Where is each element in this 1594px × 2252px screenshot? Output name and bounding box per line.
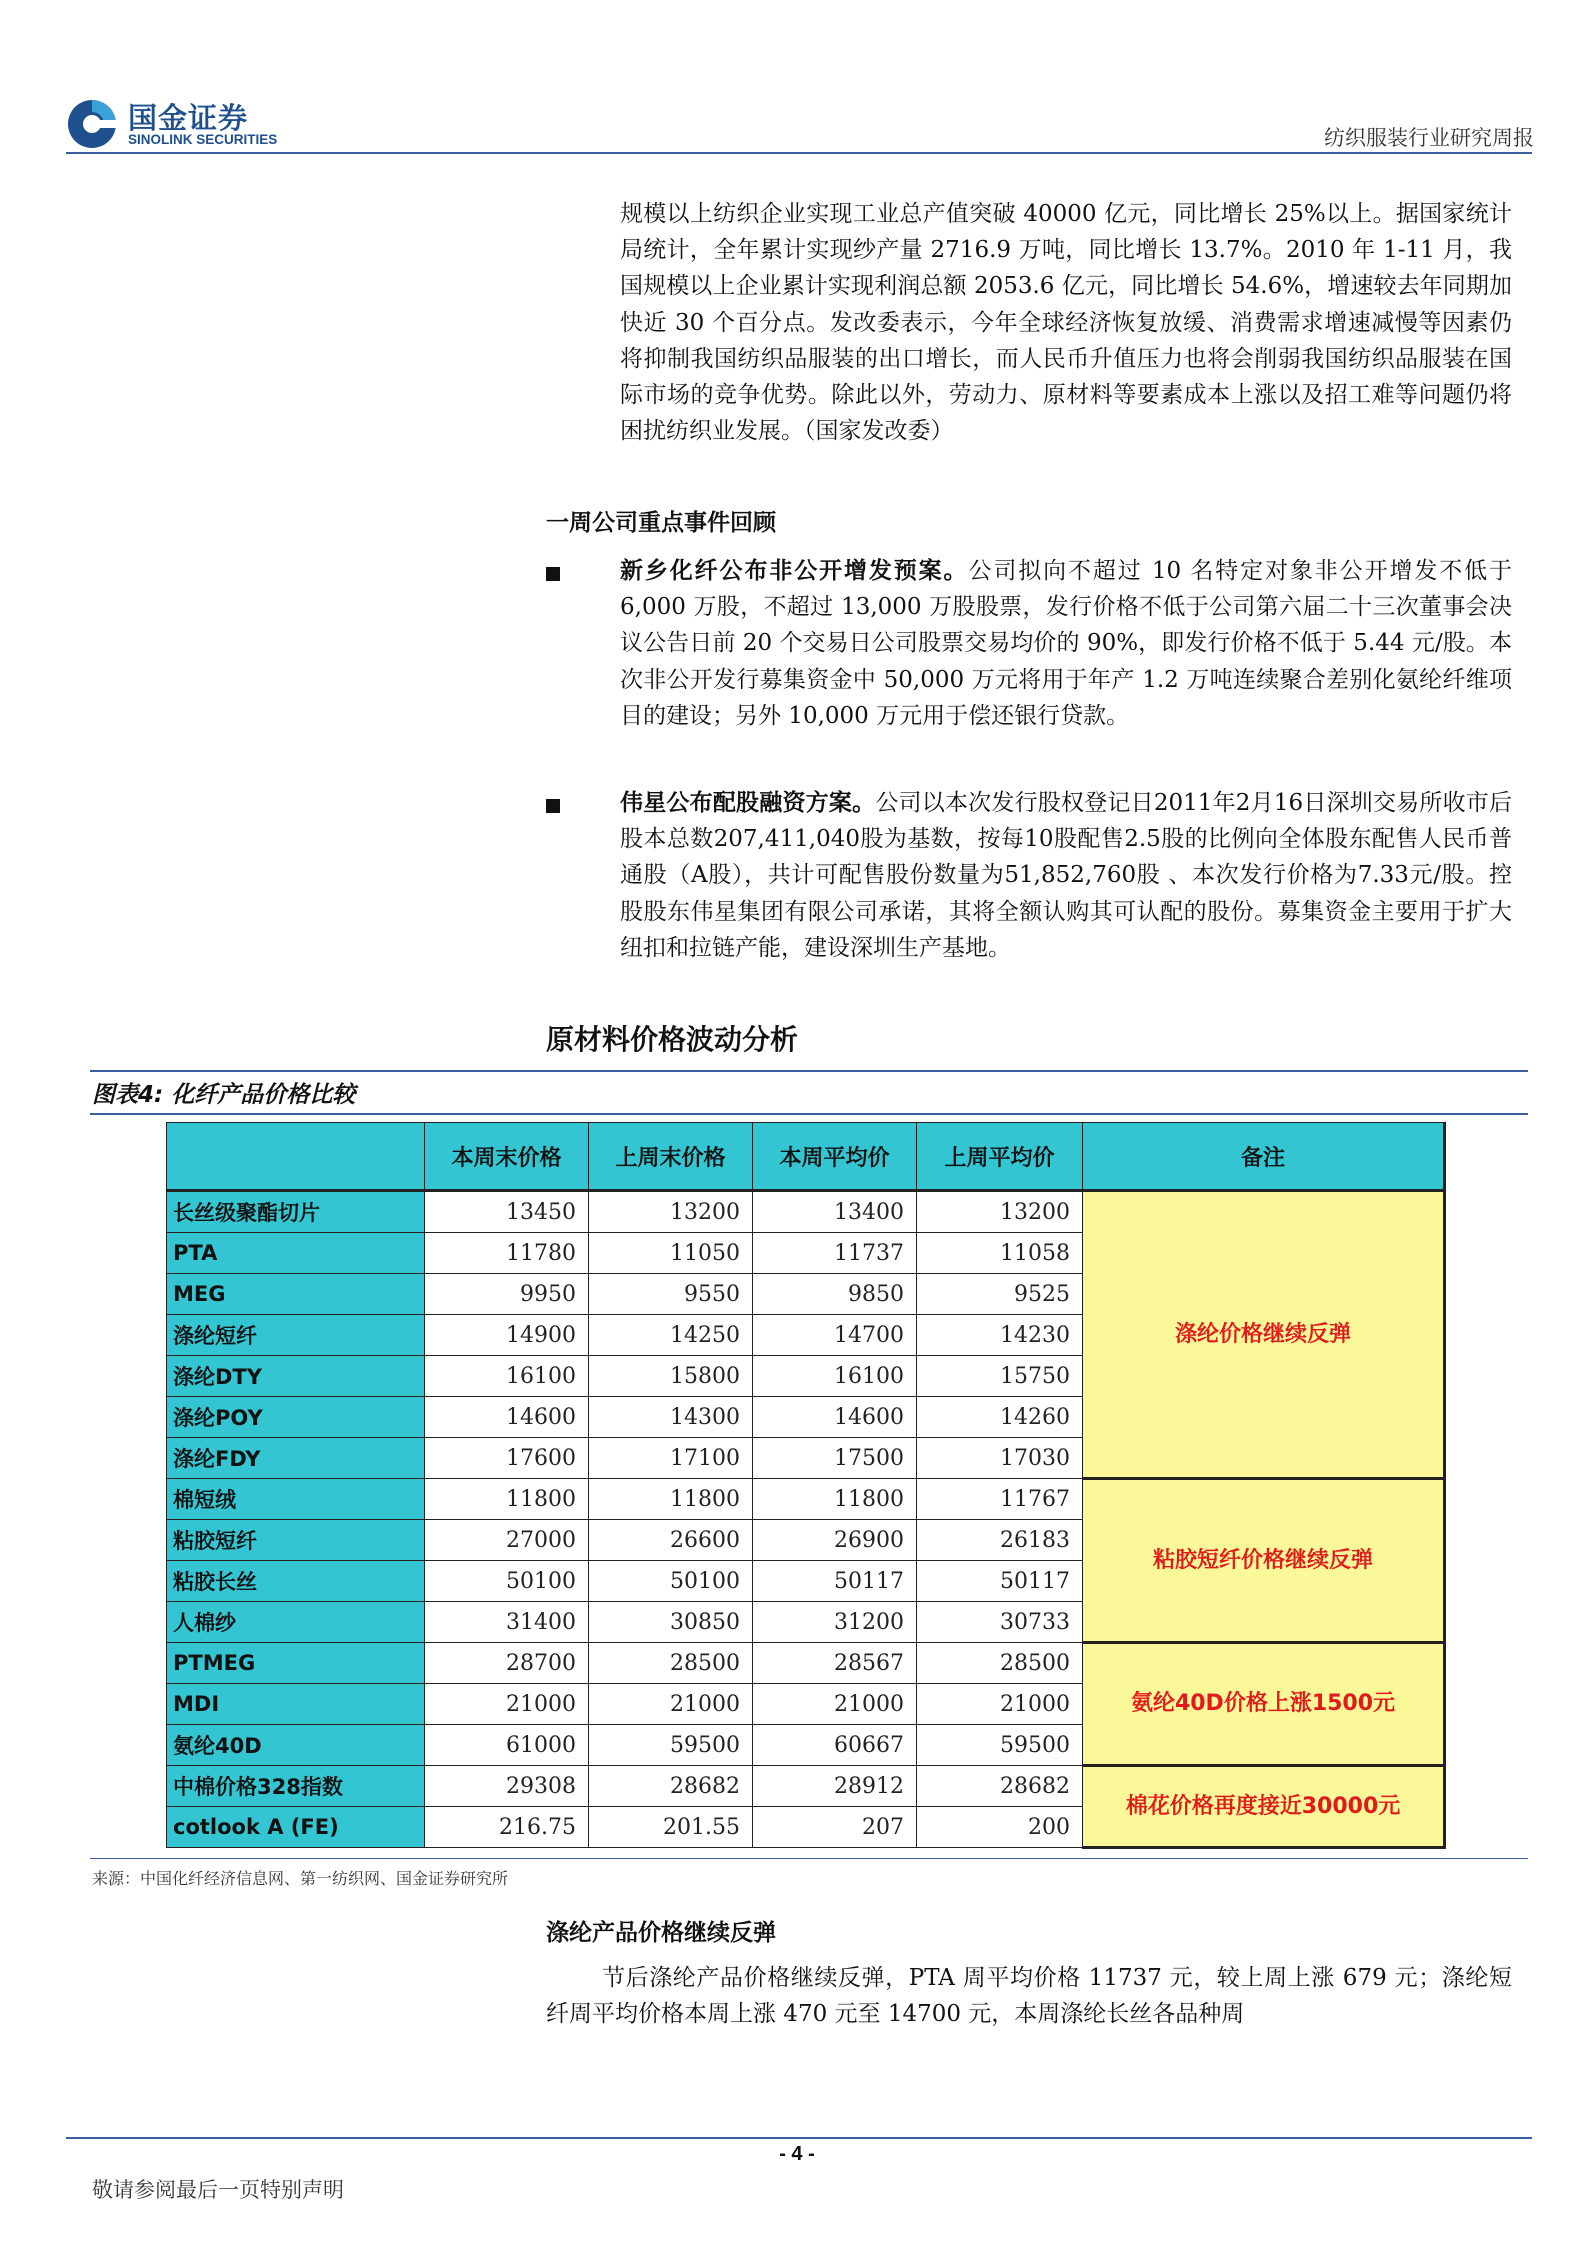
price-cell: 11050	[589, 1233, 753, 1274]
column-header: 本周末价格	[425, 1123, 589, 1191]
price-cell: 15800	[589, 1356, 753, 1397]
product-name-cell: 人棉纱	[167, 1602, 425, 1643]
price-cell: 11800	[753, 1479, 917, 1520]
price-cell: 50100	[425, 1561, 589, 1602]
column-header	[167, 1123, 425, 1191]
raw-material-heading: 原材料价格波动分析	[546, 1023, 799, 1056]
header-divider	[66, 152, 1532, 154]
event-item-weixing	[620, 785, 1512, 966]
price-cell: 14230	[917, 1315, 1083, 1356]
event-item-xinxiang	[620, 553, 1512, 734]
price-cell: 14260	[917, 1397, 1083, 1438]
product-name-cell: 粘胶短纤	[167, 1520, 425, 1561]
price-cell: 28567	[753, 1643, 917, 1684]
product-name-cell: cotlook A (FE)	[167, 1807, 425, 1848]
price-cell: 17600	[425, 1438, 589, 1479]
price-cell: 28682	[589, 1766, 753, 1807]
page-number: - 4 -	[779, 2143, 815, 2165]
event-text: 公司拟向不超过 10 名特定对象非公开增发不低于 6,000 万股，不超过 13,000 万股股票，发行价格不低于公司第六届二十三次董事会决议公告日前 20 个交易日公司股票交易均价的 90%，即发行价格不低于 5.44 元/股。本次非公开发行募集资金中 50,000 万元将用于年产 1.2 万吨连续聚合差别化氨纶纤维项目的建设；另外 10,000 万元用于偿还银行贷款。	[620, 558, 1513, 729]
price-cell: 29308	[425, 1766, 589, 1807]
price-cell: 13400	[753, 1191, 917, 1233]
polyester-paragraph: 节后涤纶产品价格继续反弹，PTA 周平均价格 11737 元，较上周上涨 679 元；涤纶短纤周平均价格本周上涨 470 元至 14700 元，本周涤纶长丝各品种周	[546, 1965, 1512, 2028]
price-cell: 207	[753, 1807, 917, 1848]
product-name-cell: 棉短绒	[167, 1479, 425, 1520]
product-name-cell: 涤纶POY	[167, 1397, 425, 1438]
event-text: 公司以本次发行股权登记日2011年2月16日深圳交易所收市后股本总数207,411,040股为基数，按每10股配售2.5股的比例向全体股东配售人民币普通股（A股），共计可配售股份数量为51,852,760股 、本次发行价格为7.33元/股。控股股东伟星集团有限公司承诺，其将全额认购其可认配的股份。募集资金主要用于扩大纽扣和拉链产能，建设深圳生产基地。	[620, 790, 1512, 961]
product-name-cell: 涤纶短纤	[167, 1315, 425, 1356]
price-cell: 50117	[917, 1561, 1083, 1602]
product-name-cell: 氨纶40D	[167, 1725, 425, 1766]
event-title: 新乡化纤公布非公开增发预案。	[620, 558, 969, 584]
price-cell: 61000	[425, 1725, 589, 1766]
price-cell: 13200	[917, 1191, 1083, 1233]
bullet-icon	[546, 799, 560, 813]
product-name-cell: 涤纶FDY	[167, 1438, 425, 1479]
remark-cell: 棉花价格再度接近30000元	[1083, 1766, 1445, 1848]
column-header: 上周平均价	[917, 1123, 1083, 1191]
product-name-cell: PTA	[167, 1233, 425, 1274]
price-cell: 27000	[425, 1520, 589, 1561]
product-name-cell: PTMEG	[167, 1643, 425, 1684]
figure-title: 图表4: 化纤产品价格比较	[92, 1082, 356, 1108]
bullet-icon	[546, 567, 560, 581]
price-cell: 60667	[753, 1725, 917, 1766]
price-cell: 9950	[425, 1274, 589, 1315]
report-title: 纺织服装行业研究周报	[1324, 126, 1534, 150]
price-cell: 11767	[917, 1479, 1083, 1520]
footer-divider	[66, 2137, 1532, 2139]
price-cell: 31400	[425, 1602, 589, 1643]
remark-cell: 涤纶价格继续反弹	[1083, 1191, 1445, 1479]
product-name-cell: 中棉价格328指数	[167, 1766, 425, 1807]
price-cell: 21000	[753, 1684, 917, 1725]
column-header: 备注	[1083, 1123, 1445, 1191]
price-cell: 21000	[425, 1684, 589, 1725]
product-name-cell: MDI	[167, 1684, 425, 1725]
price-cell: 28500	[917, 1643, 1083, 1684]
price-cell: 30733	[917, 1602, 1083, 1643]
price-cell: 14600	[753, 1397, 917, 1438]
table-row	[167, 1479, 1445, 1520]
event-title: 伟星公布配股融资方案。	[620, 790, 876, 816]
figure-source: 来源：中国化纤经济信息网、第一纺织网、国金证券研究所	[92, 1869, 509, 1888]
polyester-heading: 涤纶产品价格继续反弹	[546, 1920, 776, 1946]
price-cell: 28912	[753, 1766, 917, 1807]
price-cell: 26183	[917, 1520, 1083, 1561]
intro-paragraph: 规模以上纺织企业实现工业总产值突破 40000 亿元，同比增长 25%以上。据国家统计局统计，全年累计实现纱产量 2716.9 万吨，同比增长 13.7%。2010 年 1-11 月，我国规模以上企业累计实现利润总额 2053.6 亿元，同比增长 54.6%，增速较去年同期加快近 30 个百分点。发改委表示，今年全球经济恢复放缓、消费需求增速减慢等因素仍将抑制我国纺织品服装的出口增长，而人民币升值压力也将会削弱我国纺织品服装在国际市场的竞争优势。除此以外，劳动力、原材料等要素成本上涨以及招工难等问题仍将困扰纺织业发展。（国家发改委）	[620, 201, 1512, 445]
product-name-cell: 涤纶DTY	[167, 1356, 425, 1397]
figure-title-rule	[90, 1113, 1528, 1115]
price-cell: 59500	[917, 1725, 1083, 1766]
source-rule	[90, 1858, 1528, 1859]
price-cell: 9850	[753, 1274, 917, 1315]
price-cell: 50117	[753, 1561, 917, 1602]
events-heading: 一周公司重点事件回顾	[546, 510, 776, 536]
product-name-cell: 粘胶长丝	[167, 1561, 425, 1602]
product-name-cell: 长丝级聚酯切片	[167, 1191, 425, 1233]
price-cell: 28500	[589, 1643, 753, 1684]
column-header: 本周平均价	[753, 1123, 917, 1191]
price-cell: 9525	[917, 1274, 1083, 1315]
column-header: 上周末价格	[589, 1123, 753, 1191]
price-cell: 30850	[589, 1602, 753, 1643]
table-row	[167, 1191, 1445, 1233]
price-cell: 14250	[589, 1315, 753, 1356]
company-logo	[66, 94, 316, 154]
price-cell: 15750	[917, 1356, 1083, 1397]
price-cell: 11058	[917, 1233, 1083, 1274]
price-cell: 11800	[425, 1479, 589, 1520]
price-cell: 17100	[589, 1438, 753, 1479]
price-cell: 31200	[753, 1602, 917, 1643]
price-cell: 11737	[753, 1233, 917, 1274]
price-cell: 59500	[589, 1725, 753, 1766]
price-cell: 28700	[425, 1643, 589, 1684]
logo-english-name: SINOLINK SECURITIES	[128, 132, 278, 147]
price-comparison-table	[166, 1122, 1446, 1849]
price-cell: 11780	[425, 1233, 589, 1274]
figure-top-rule	[90, 1070, 1528, 1072]
price-cell: 14900	[425, 1315, 589, 1356]
price-cell: 17500	[753, 1438, 917, 1479]
price-cell: 16100	[753, 1356, 917, 1397]
price-cell: 21000	[589, 1684, 753, 1725]
price-cell: 17030	[917, 1438, 1083, 1479]
remark-cell: 粘胶短纤价格继续反弹	[1083, 1479, 1445, 1643]
price-cell: 16100	[425, 1356, 589, 1397]
price-cell: 14600	[425, 1397, 589, 1438]
price-cell: 50100	[589, 1561, 753, 1602]
price-cell: 9550	[589, 1274, 753, 1315]
price-cell: 11800	[589, 1479, 753, 1520]
price-cell: 26900	[753, 1520, 917, 1561]
product-name-cell: MEG	[167, 1274, 425, 1315]
price-cell: 13200	[589, 1191, 753, 1233]
table-row	[167, 1643, 1445, 1684]
price-cell: 216.75	[425, 1807, 589, 1848]
disclaimer-note: 敬请参阅最后一页特别声明	[92, 2178, 344, 2202]
sinolink-logo-icon	[66, 98, 118, 150]
price-cell: 28682	[917, 1766, 1083, 1807]
price-cell: 201.55	[589, 1807, 753, 1848]
table-row	[167, 1766, 1445, 1807]
price-cell: 26600	[589, 1520, 753, 1561]
price-cell: 14300	[589, 1397, 753, 1438]
price-cell: 13450	[425, 1191, 589, 1233]
price-cell: 21000	[917, 1684, 1083, 1725]
table-header-row	[167, 1123, 1445, 1191]
remark-cell: 氨纶40D价格上涨1500元	[1083, 1643, 1445, 1766]
price-cell: 200	[917, 1807, 1083, 1848]
logo-chinese-name: 国金证券	[128, 101, 249, 135]
table-body	[167, 1191, 1445, 1848]
price-cell: 14700	[753, 1315, 917, 1356]
